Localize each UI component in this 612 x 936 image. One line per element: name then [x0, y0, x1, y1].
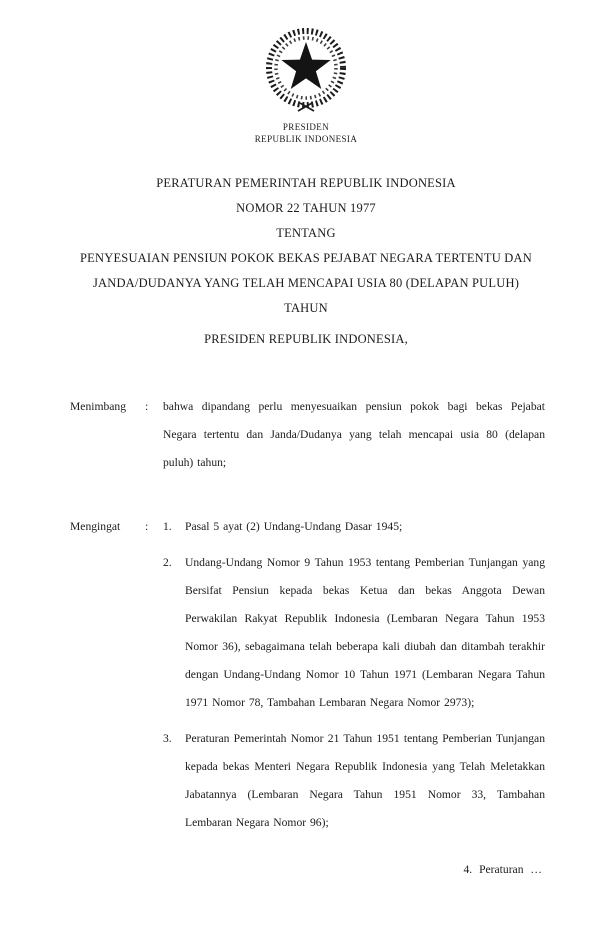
item-number: 1. [163, 520, 172, 533]
section-mengingat [0, 513, 612, 837]
office-name [0, 121, 612, 145]
legal-basis-item [163, 725, 545, 837]
title-line-number: NOMOR 22 TAHUN 1977 [236, 201, 376, 215]
document-title [0, 171, 612, 321]
item-text: Undang-Undang Nomor 9 Tahun 1953 tentang Pemberian Tunjangan yang Bersifat Pensiun kepada bekas Ketua dan bekas Anggota Dewan Perwakilan Rakyat Republik Indonesia (Lembaran Negara Tahun 1953 Nomor 36), sebagaimana telah beberapa kali diubah dan ditambah terakhir dengan Undang-Undang Nomor 10 Tahun 1971 (Lembaran Negara Tahun 1971 Nomor 78, Tambahan Lembaran Negara Nomor 2973); [185, 556, 545, 709]
star-wreath-presidential-seal-icon [254, 26, 358, 119]
title-line-subject-2: JANDA/DUDANYA YANG TELAH MENCAPAI USIA 80 (DELAPAN PULUH) [92, 276, 520, 290]
item-number: 2. [163, 556, 172, 569]
section-label-mengingat: Mengingat [70, 520, 121, 533]
letterhead [0, 0, 612, 145]
item-text: Pasal 5 ayat (2) Undang-Undang Dasar 1945; [185, 520, 403, 533]
section-label-menimbang: Menimbang [70, 400, 127, 413]
legal-basis-item [163, 549, 545, 717]
legal-basis-item [163, 513, 545, 541]
title-line-regulation: PERATURAN PEMERINTAH REPUBLIK INDONESIA [156, 176, 456, 190]
legal-basis-list [163, 513, 545, 837]
office-name-line1: PRESIDEN [282, 122, 330, 132]
section-colon: : [145, 520, 149, 533]
item-number: 3. [163, 732, 172, 745]
salutation: PRESIDEN REPUBLIK INDONESIA, [204, 332, 408, 346]
section-colon: : [145, 400, 149, 413]
page-catchword: 4. Peraturan … [463, 863, 542, 876]
title-line-subject-1: PENYESUAIAN PENSIUN POKOK BEKAS PEJABAT NEGARA TERTENTU DAN [80, 251, 532, 265]
menimbang-text: bahwa dipandang perlu menyesuaikan pensiun pokok bagi bekas Pejabat Negara tertentu dan Janda/Dudanya yang telah mencapai usia 80 (delapan puluh) tahun; [163, 400, 545, 469]
item-text: Peraturan Pemerintah Nomor 21 Tahun 1951 tentang Pemberian Tunjangan kepada bekas Menteri Negara Republik Indonesia yang Telah Meletakkan Jabatannya (Lembaran Negara Tahun 1951 Nomor 33, Tambahan Lembaran Negara Nomor 96); [185, 732, 545, 829]
title-line-subject-3: TAHUN [284, 301, 328, 315]
office-name-line2: REPUBLIK INDONESIA [254, 134, 358, 144]
section-menimbang [0, 393, 612, 477]
title-line-tentang: TENTANG [276, 226, 336, 240]
